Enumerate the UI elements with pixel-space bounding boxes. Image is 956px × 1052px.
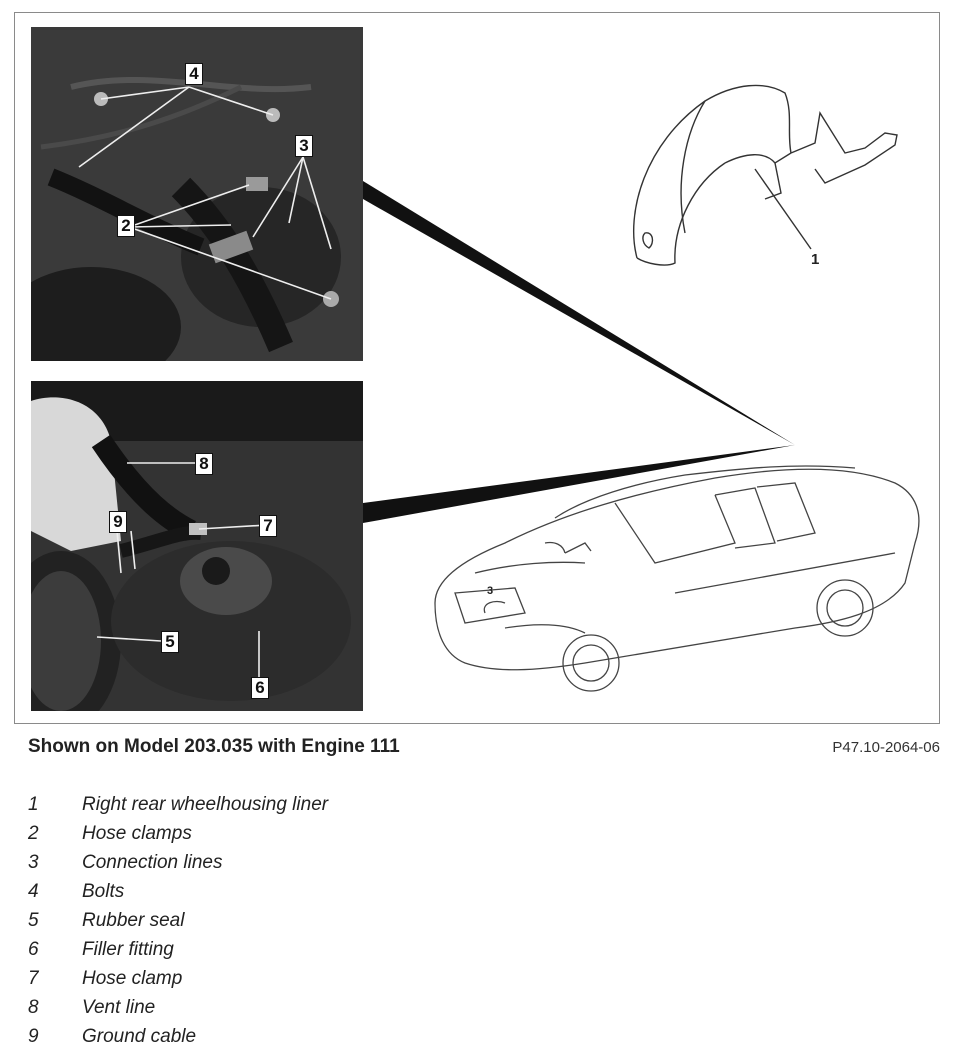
legend-item <box>28 1022 328 1051</box>
figure-id: P47.10-2064-06 <box>832 739 940 756</box>
callout-3: 3 <box>295 135 313 157</box>
car-line-art <box>415 423 935 713</box>
car-badge: 3 <box>487 585 494 597</box>
callout-5: 5 <box>161 631 179 653</box>
legend-label: Hose clamps <box>82 823 192 844</box>
car-drawing <box>415 423 935 713</box>
legend-label: Filler fitting <box>82 939 174 960</box>
legend-item <box>28 848 328 877</box>
legend-label: Bolts <box>82 881 125 902</box>
legend-item <box>28 935 328 964</box>
legend-item <box>28 993 328 1022</box>
callout-4: 4 <box>185 63 203 85</box>
legend-number: 1 <box>28 794 39 815</box>
legend-item <box>28 877 328 906</box>
legend-label: Hose clamp <box>82 968 183 989</box>
legend-item <box>28 964 328 993</box>
legend-number: 7 <box>28 968 39 989</box>
filler-neck-photo-art <box>31 381 363 711</box>
callout-8: 8 <box>195 453 213 475</box>
wheelhousing-liner-drawing <box>615 73 915 293</box>
legend-number: 4 <box>28 881 39 902</box>
legend-number: 2 <box>28 823 39 844</box>
legend-number: 3 <box>28 852 39 873</box>
legend-label: Rubber seal <box>82 910 185 931</box>
filler-neck-photo <box>31 381 363 711</box>
parts-legend <box>28 790 328 1051</box>
legend-item <box>28 819 328 848</box>
legend-label: Ground cable <box>82 1026 197 1047</box>
engine-bay-photo <box>31 27 363 361</box>
callout-9: 9 <box>109 511 127 533</box>
legend-label: Connection lines <box>82 852 223 873</box>
callout-2: 2 <box>117 215 135 237</box>
callout-7: 7 <box>259 515 277 537</box>
legend-label: Vent line <box>82 997 156 1018</box>
legend-number: 9 <box>28 1026 39 1047</box>
liner-line-art <box>615 73 915 293</box>
legend-label: Right rear wheelhousing liner <box>82 794 329 815</box>
legend-number: 8 <box>28 997 39 1018</box>
liner-callout-1: 1 <box>811 251 820 268</box>
illustration-frame <box>14 12 940 724</box>
callout-6: 6 <box>251 677 269 699</box>
figure-caption: Shown on Model 203.035 with Engine 111 <box>28 736 400 757</box>
legend-item <box>28 790 328 819</box>
legend-number: 6 <box>28 939 39 960</box>
legend-number: 5 <box>28 910 39 931</box>
legend-item <box>28 906 328 935</box>
